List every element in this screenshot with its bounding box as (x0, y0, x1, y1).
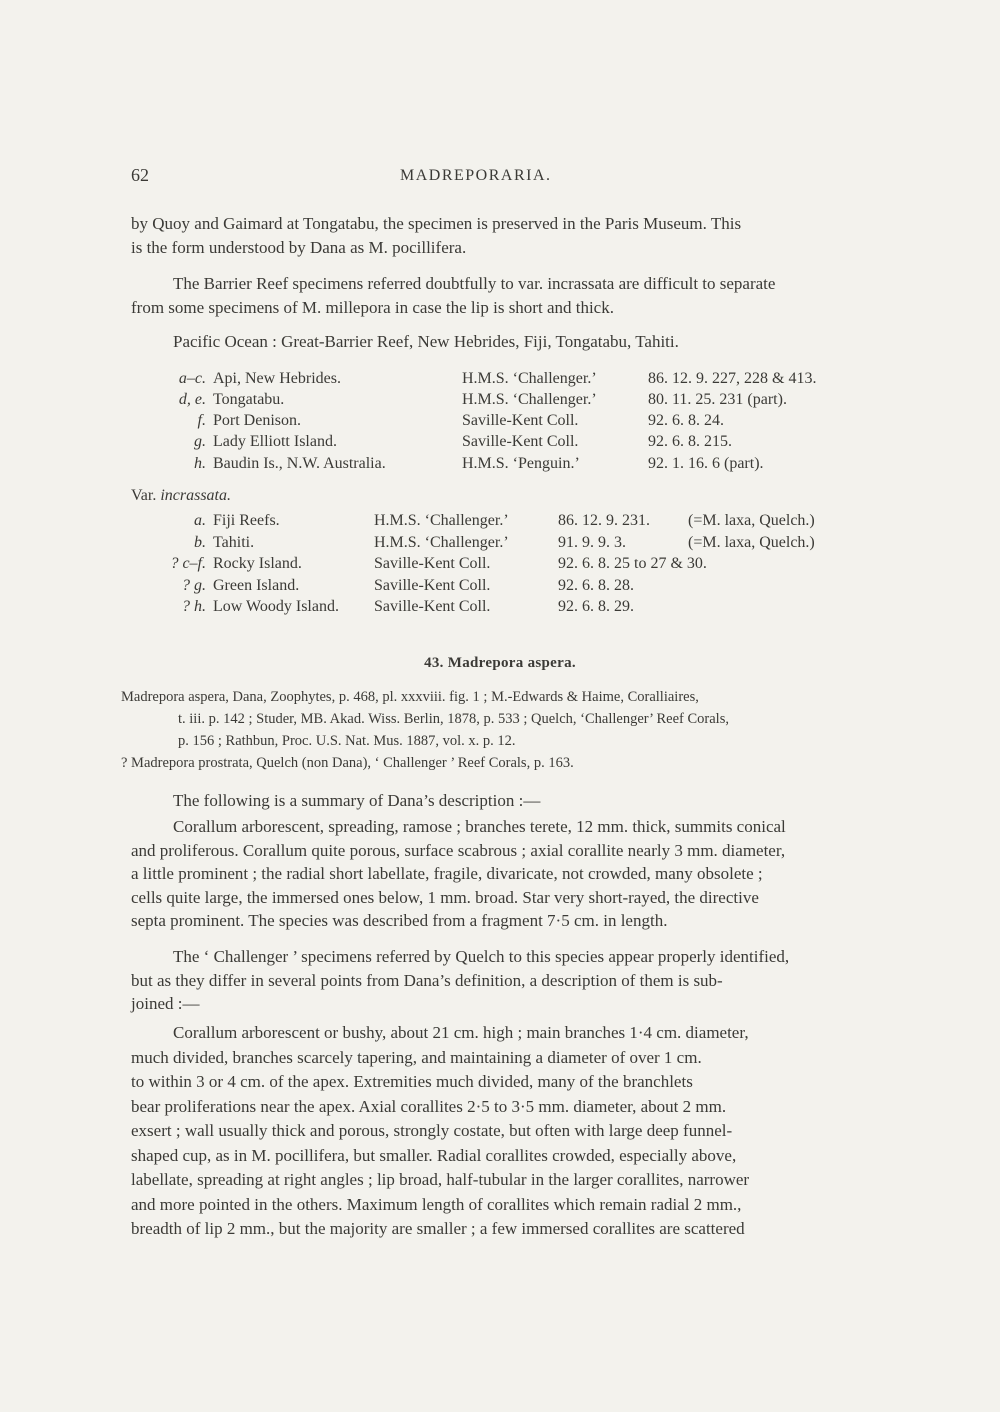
text-line: cells quite large, the immersed ones below, 1 mm. broad. Star very short-rayed, the directive (131, 887, 759, 907)
synonymy-block (121, 686, 851, 774)
running-title: MADREPORARIA. (400, 167, 552, 184)
text-line: bear proliferations near the apex. Axial corallites 2·5 to 3·5 mm. diameter, about 2 mm. (131, 1096, 727, 1116)
challenger-note (131, 945, 851, 1016)
locality-line: Pacific Ocean : Great-Barrier Reef, New Hebrides, Fiji, Tongatabu, Tahiti. (173, 332, 679, 351)
text-line: t. iii. p. 142 ; Studer, MB. Akad. Wiss. Berlin, 1878, p. 533 ; Quelch, ‘Challenger’ Reef Corals, (178, 711, 729, 727)
text-line: and proliferous. Corallum quite porous, surface scabrous ; axial corallite nearly 3 mm. diameter, (131, 840, 786, 860)
text-line: The ‘ Challenger ’ specimens referred by Quelch to this species appear properly identified, (173, 947, 790, 966)
barrier-reef-paragraph (131, 272, 851, 319)
text-line: by Quoy and Gaimard at Tongatabu, the specimen is preserved in the Paris Museum. This (131, 214, 742, 233)
text-line: from some specimens of M. millepora in case the lip is short and thick. (131, 297, 614, 317)
text-line: Madrepora aspera, Dana, Zoophytes, p. 468, pl. xxxviii. fig. 1 ; M.-Edwards & Haime, Coralliaires, (121, 689, 699, 705)
text-line: exsert ; wall usually thick and porous, strongly costate, but often with large deep funnel- (131, 1121, 733, 1140)
species-heading: 43. Madrepora aspera. (424, 655, 576, 671)
summary-intro: The following is a summary of Dana’s description :— (173, 791, 541, 810)
text-line: Corallum arborescent, spreading, ramose ; branches terete, 12 mm. thick, summits conical (173, 817, 786, 836)
text-line: Corallum arborescent or bushy, about 21 cm. high ; main branches 1·4 cm. diameter, (173, 1023, 749, 1042)
text-line: The Barrier Reef specimens referred doubtfully to var. incrassata are difficult to separate (173, 274, 776, 293)
text-line: much divided, branches scarcely tapering, and maintaining a diameter of over 1 cm. (131, 1047, 702, 1067)
intro-paragraph (131, 212, 851, 259)
text-line: breadth of lip 2 mm., but the majority are smaller ; a few immersed corallites are scattered (131, 1219, 745, 1238)
page-number: 62 (131, 165, 149, 185)
text-line: shaped cup, as in M. pocillifera, but smaller. Radial corallites crowded, especially above, (131, 1145, 737, 1165)
variety-heading: Var. incrassata. (131, 487, 231, 504)
text-line: septa prominent. The species was described from a fragment 7·5 cm. in length. (131, 911, 668, 930)
dana-description (131, 815, 851, 933)
text-line: joined :— (131, 994, 200, 1013)
text-line: is the form understood by Dana as M. pocillifera. (131, 237, 467, 257)
text-line: a little prominent ; the radial short labellate, fragile, divaricate, not crowded, many obsolete ; (131, 864, 763, 883)
challenger-description (131, 1021, 851, 1242)
text-line: and more pointed in the others. Maximum length of corallites which remain radial 2 mm., (131, 1194, 742, 1214)
document-page: 62 MADREPORARIA. by Quoy and Gaimard at Tongatabu, the specimen is preserved in the Paris Museum. This is the form understood by Dana as M. pocillifera. The Barrier Reef specimens referred doubtfully to var. incrassata are difficult to separate from some specimens of M. millepora in case the lip is short and thick. Pacific Ocean : Great-Barrier Reef, New Hebrides, Fiji, Tongatabu, Tahiti. a–c. Api, New Hebrides. H.M.S. ‘Challenger.’ 86. 12. 9. 227, 228 & 413. d, e. Tongatabu. H.M.S. ‘Challenger.’ 80. 11. 25. 231 (part). f. Port Denison. Saville-Kent Coll. 92. 6. 8. 24. g. Lady Elliott Island. Saville-Kent Coll. 92. 6. 8. 215. h. Baudin Is., N.W. Australia. H.M.S. ‘Penguin.’ 92. 1. 16. 6 (part). Var. incrassata. a. Fiji Reefs. H.M.S. ‘Challenger.’ 86. 12. 9. 231. (=M. laxa, Quelch.) b. Tahiti. H.M.S. ‘Challenger.’ 91. 9. 9. 3. (=M. laxa, Quelch.) ? c–f. Rocky Island. Saville-Kent Coll. 92. 6. 8. 25 to 27 & 30. ? g. Green Island. Saville-Kent Coll. 92. 6. 8. 28. ? h. Low Woody Island. Saville-Kent Coll. 92. 6. 8. 29. 43. Madrepora aspera. Madrepora aspera, Dana, Zoophytes, p. 468, pl. xxxviii. fig. 1 ; M.-Edwards & Haime, Coralliaires, t. iii. p. 142 ; Studer, MB. Akad. Wiss. Berlin, 1878, p. 533 ; Quelch, ‘Challenger’ Reef Corals, p. 156 ; Rathbun, Proc. U.S. Nat. Mus. 1887, vol. x. p. 12. ? Madrepora prostrata, Quelch (non Dana), ‘ Challenger ’ Reef Corals, p. 163. The following is a summary of Dana’s description :— Corallum arborescent, spreading, ramose ; branches terete, 12 mm. thick, summits conical and proliferous. Corallum quite porous, surface scabrous ; axial corallite nearly 3 mm. diameter, a little prominent ; the radial short labellate, fragile, divaricate, not crowded, many obsolete ; cells quite large, the immersed ones below, 1 mm. broad. Star very short-rayed, the directive septa prominent. The species was described from a fragment 7·5 cm. in length. The ‘ Challenger ’ specimens referred by Quelch to this species appear properly identified, but as they differ in several points from Dana’s definition, a description of them is sub- joined :— Corallum arborescent or bushy, about 21 cm. high ; main branches 1·4 cm. diameter, much divided, branches scarcely tapering, and maintaining a diameter of over 1 cm. to within 3 or 4 cm. of the apex. Extremities much divided, many of the branchlets bear proliferations near the apex. Axial corallites 2·5 to 3·5 mm. diameter, about 2 mm. exsert ; wall usually thick and porous, strongly costate, but often with large deep funnel- shaped cup, as in M. pocillifera, but smaller. Radial corallites crowded, especially above, labellate, spreading at right angles ; lip broad, half-tubular in the larger corallites, narrower and more pointed in the others. Maximum length of corallites which remain radial 2 mm., breadth of lip 2 mm., but the majority are smaller ; a few immersed corallites are scattered (0, 0, 1000, 1412)
text-line: but as they differ in several points from Dana’s definition, a description of them is sub- (131, 970, 723, 990)
text-line: labellate, spreading at right angles ; lip broad, half-tubular in the larger corallites, narrower (131, 1170, 750, 1189)
text-line: to within 3 or 4 cm. of the apex. Extremities much divided, many of the branchlets (131, 1072, 693, 1091)
text-line: p. 156 ; Rathbun, Proc. U.S. Nat. Mus. 1887, vol. x. p. 12. (178, 733, 516, 749)
text-line: ? Madrepora prostrata, Quelch (non Dana), ‘ Challenger ’ Reef Corals, p. 163. (121, 755, 574, 771)
